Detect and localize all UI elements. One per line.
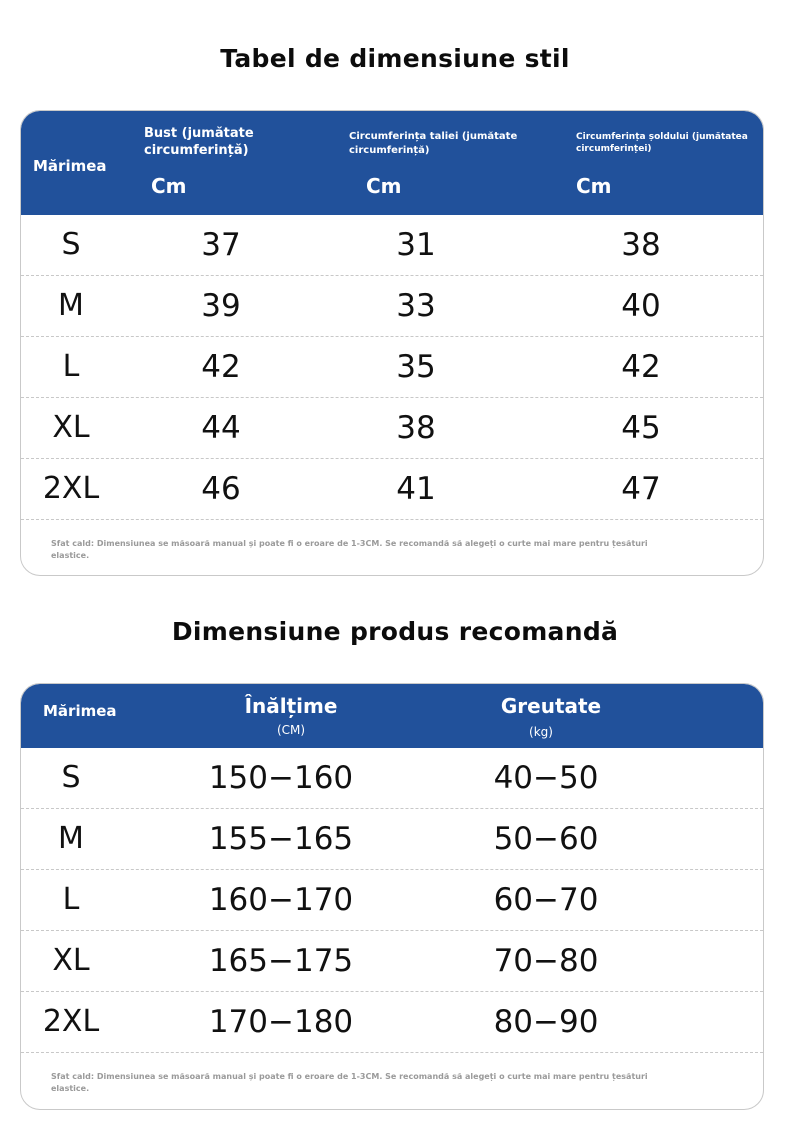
hip-unit: Cm xyxy=(576,174,612,198)
table-row xyxy=(21,276,763,337)
hip-cell: 38 xyxy=(621,227,661,263)
hip-cell: 47 xyxy=(621,471,661,507)
table-row xyxy=(21,870,763,931)
waist-cell: 38 xyxy=(396,410,436,446)
recommended-size-note: Sfat cald: Dimensiunea se măsoară manual și poate fi o eroare de 1-3CM. Se recomandă să alegeți o curte mai mare pentru țesături elastice. xyxy=(51,1072,648,1093)
bust-cell: 39 xyxy=(201,288,241,324)
size-chart-note: Sfat cald: Dimensiunea se măsoară manual și poate fi o eroare de 1-3CM. Se recomandă să alegeți o curte mai mare pentru țesături elastice. xyxy=(51,539,648,560)
weight-cell: 60−70 xyxy=(493,882,599,918)
recommended-size-title: Dimensiune produs recomandă xyxy=(171,617,619,646)
height-column-header: Înălțime xyxy=(244,694,338,718)
recommended-size-body xyxy=(21,748,763,1053)
waist-cell: 35 xyxy=(396,349,436,385)
height-cell: 150−160 xyxy=(208,760,354,796)
table-row xyxy=(21,215,763,276)
waist-cell: 33 xyxy=(396,288,436,324)
size-chart-table xyxy=(20,110,764,576)
hip-column-header: Circumferința șoldului (jumătatea circumferinței) xyxy=(576,132,748,154)
weight-cell: 50−60 xyxy=(493,821,599,857)
table-row xyxy=(21,748,763,809)
size-cell: XL xyxy=(52,410,90,445)
hip-cell: 42 xyxy=(621,349,661,385)
size-column-header: Mărimea xyxy=(43,702,117,720)
height-unit: (CM) xyxy=(276,723,306,737)
size-cell: M xyxy=(58,288,84,323)
size-column-header: Mărimea xyxy=(33,157,107,175)
weight-unit: (kg) xyxy=(529,725,553,739)
size-cell: M xyxy=(58,821,84,856)
height-cell: 160−170 xyxy=(208,882,354,918)
bust-column-header: Bust (jumătate circumferință) xyxy=(144,126,254,158)
hip-cell: 45 xyxy=(621,410,661,446)
size-chart-body xyxy=(21,215,763,520)
table-row xyxy=(21,931,763,992)
bust-unit: Cm xyxy=(151,174,187,198)
waist-cell: 31 xyxy=(396,227,436,263)
hip-cell: 40 xyxy=(621,288,661,324)
height-cell: 170−180 xyxy=(208,1004,354,1040)
weight-column-header: Greutate xyxy=(500,694,602,718)
height-cell: 165−175 xyxy=(208,943,354,979)
bust-cell: 37 xyxy=(201,227,241,263)
weight-cell: 80−90 xyxy=(493,1004,599,1040)
size-cell: S xyxy=(61,227,81,262)
size-cell: S xyxy=(61,760,81,795)
weight-cell: 70−80 xyxy=(493,943,599,979)
size-cell: 2XL xyxy=(42,1004,100,1039)
bust-cell: 42 xyxy=(201,349,241,385)
size-cell: 2XL xyxy=(42,471,100,506)
bust-cell: 44 xyxy=(201,410,241,446)
table-row xyxy=(21,809,763,870)
size-chart-title: Tabel de dimensiune stil xyxy=(220,44,570,73)
bust-cell: 46 xyxy=(201,471,241,507)
table-row xyxy=(21,459,763,520)
size-chart-header xyxy=(21,111,763,215)
size-cell: L xyxy=(62,882,80,917)
size-cell: XL xyxy=(52,943,90,978)
table-row xyxy=(21,337,763,398)
waist-column-header: Circumferința taliei (jumătate circumferință) xyxy=(349,131,518,156)
size-cell: L xyxy=(62,349,80,384)
height-cell: 155−165 xyxy=(208,821,354,857)
waist-cell: 41 xyxy=(396,471,436,507)
recommended-size-table xyxy=(20,683,764,1110)
weight-cell: 40−50 xyxy=(493,760,599,796)
table-row xyxy=(21,992,763,1053)
table-row xyxy=(21,398,763,459)
recommended-size-header xyxy=(21,684,763,748)
waist-unit: Cm xyxy=(366,174,402,198)
